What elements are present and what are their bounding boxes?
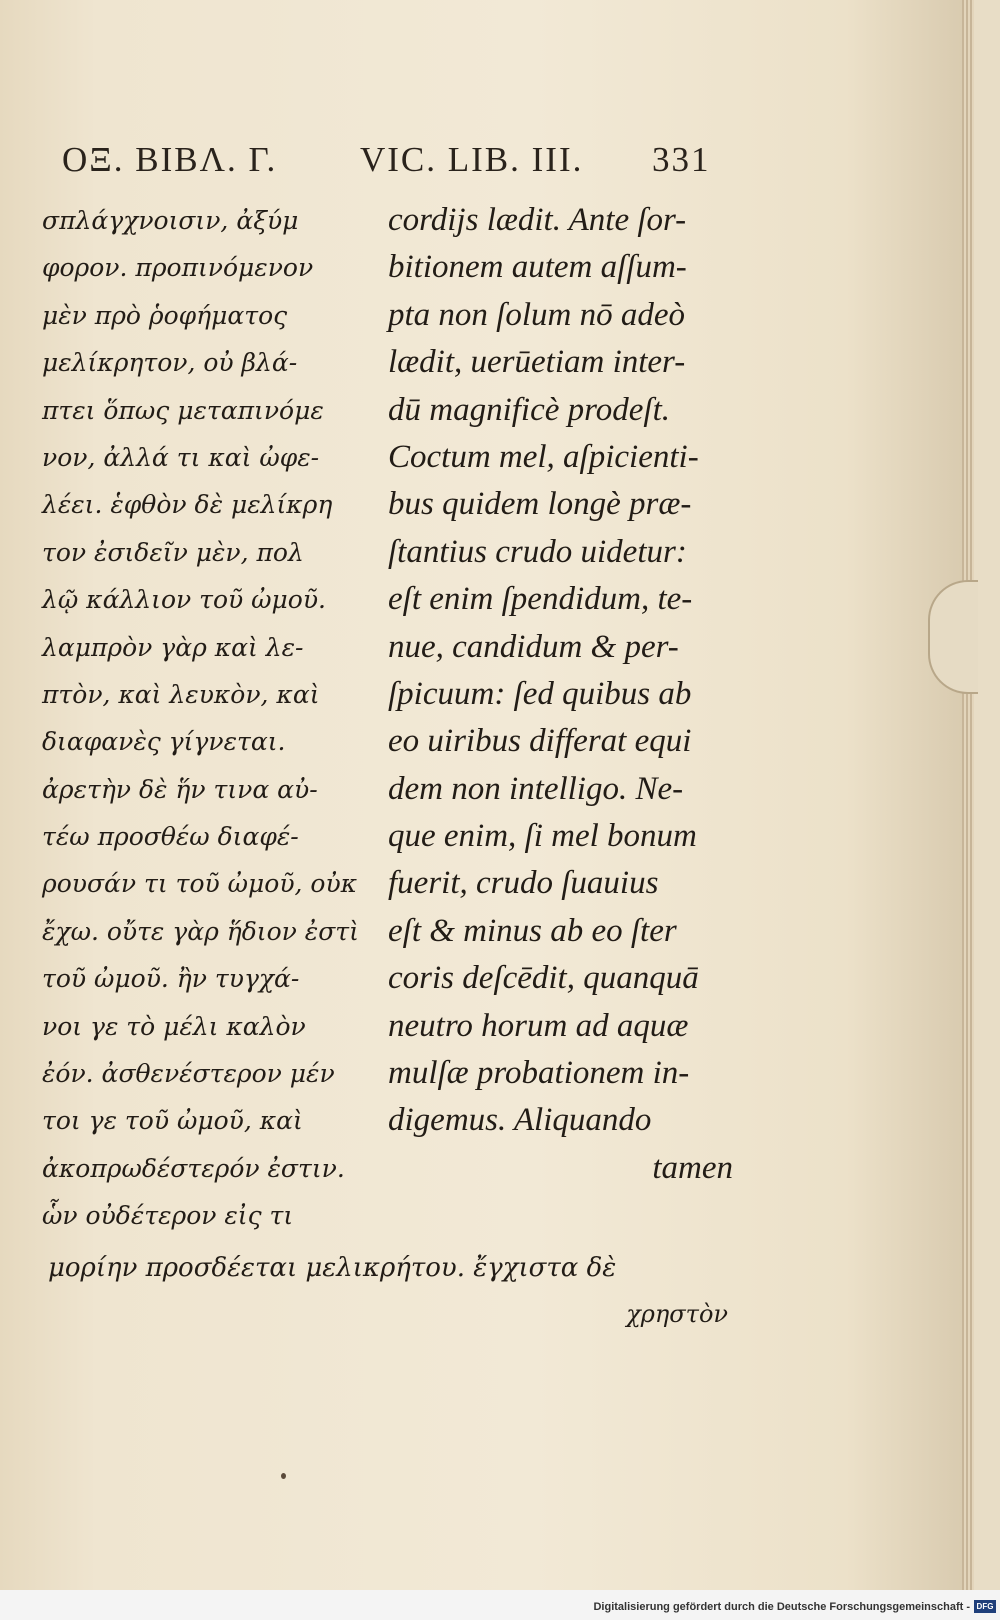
latin-line: que enim, ſi mel bonum: [388, 818, 697, 855]
latin-line: nue, candidum & per-: [388, 628, 679, 665]
running-head-latin: VIC. LIB. III.: [360, 140, 584, 179]
page-number: 331: [652, 140, 711, 179]
latin-line: coris deſcēdit, quanquā: [388, 960, 699, 997]
greek-column: [42, 197, 372, 1240]
greek-line: τον ἐσιδεῖν μὲν, πολ: [42, 537, 304, 567]
greek-line: λαμπρὸν γὰρ καὶ λε-: [42, 632, 304, 662]
greek-line: ἀρετὴν δὲ ἥν τινα αὐ-: [42, 774, 318, 804]
greek-line: ἐόν. ἀσθενέστερον μέν: [42, 1059, 335, 1089]
greek-line: νοι γε τὸ μέλι καλὸν: [42, 1011, 306, 1041]
latin-line: digemus. Aliquando: [388, 1102, 652, 1139]
running-head: [62, 140, 742, 184]
latin-line: eſt enim ſpendidum, te-: [388, 581, 693, 618]
greek-full-width-line: μορίην προσδέεται μελικρήτου. ἔγχιστα δὲ: [48, 1253, 617, 1283]
digitization-credit: Digitalisierung gefördert durch die Deutsche Forschungsgemeinschaft -: [593, 1601, 970, 1613]
page-edge: [962, 0, 974, 1590]
running-head-greek: ΟΞ. ΒΙΒΛ. Γ.: [62, 140, 278, 179]
greek-line: τοι γε τοῦ ὠμοῦ, καὶ: [42, 1106, 303, 1136]
greek-line: διαφανὲς γίγνεται.: [42, 727, 286, 757]
latin-line: cordijs lædit. Ante ſor-: [388, 202, 687, 238]
greek-line: μελίκρητον, οὐ βλά-: [42, 348, 298, 378]
latin-line: eo uiribus differat equi: [388, 723, 692, 760]
latin-line: ſtantius crudo uidetur:: [388, 533, 687, 570]
latin-line: Coctum mel, aſpicienti-: [388, 438, 699, 475]
latin-line: bitionem autem aſſum-: [388, 249, 687, 286]
greek-line: τέω προσθέω διαφέ-: [42, 822, 299, 852]
greek-line: φορον. προπινόμενον: [42, 253, 314, 283]
latin-line: fuerit, crudo ſuauius: [388, 865, 659, 902]
latin-line: eſt & minus ab eo ſter: [388, 912, 677, 949]
greek-line: ἀκοπρωδέστερόν ἐστιν.: [42, 1153, 345, 1183]
latin-line: dem non intelligo. Ne-: [388, 770, 684, 807]
latin-line: mulſæ probationem in-: [388, 1055, 690, 1092]
greek-line: πτὸν, καὶ λευκὸν, καὶ: [42, 679, 320, 709]
greek-line: ἔχω. οὔτε γὰρ ἥδιον ἐστὶ: [42, 916, 359, 946]
ink-spot: [281, 1473, 286, 1479]
greek-line: λῷ κάλλιον τοῦ ὠμοῦ.: [42, 585, 326, 615]
greek-line: πτει ὅπως μεταπινόμε: [42, 395, 324, 425]
greek-line: λέει. ἑφθὸν δὲ μελίκρη: [42, 490, 333, 520]
greek-line: σπλάγχνοισιν, ἀξύμ: [42, 206, 299, 235]
catchword: χρηστὸν: [626, 1300, 728, 1328]
latin-line: tamen: [652, 1149, 733, 1186]
latin-line: pta non ſolum nō adeò: [388, 296, 685, 333]
latin-column: [388, 197, 733, 1192]
latin-line: lædit, uerūetiam inter-: [388, 344, 686, 381]
latin-line: neutro horum ad aquæ: [388, 1007, 689, 1044]
greek-line: ρουσάν τι τοῦ ὠμοῦ, οὐκ: [42, 869, 358, 899]
latin-line: ſpicuum: ſed quibus ab: [388, 675, 692, 712]
book-clasp: [928, 580, 978, 694]
greek-line: ὧν οὐδέτερον εἰς τι: [42, 1201, 294, 1231]
greek-line: τοῦ ὠμοῦ. ἢν τυγχά-: [42, 964, 300, 994]
greek-line: νον, ἀλλά τι καὶ ὠφε-: [42, 442, 320, 472]
dfg-logo: DFG: [974, 1600, 996, 1613]
greek-line: μὲν πρὸ ῥοφήματος: [42, 300, 288, 330]
latin-line: bus quidem longè præ-: [388, 486, 692, 523]
latin-line: dū magnificè prodeſt.: [388, 391, 670, 428]
